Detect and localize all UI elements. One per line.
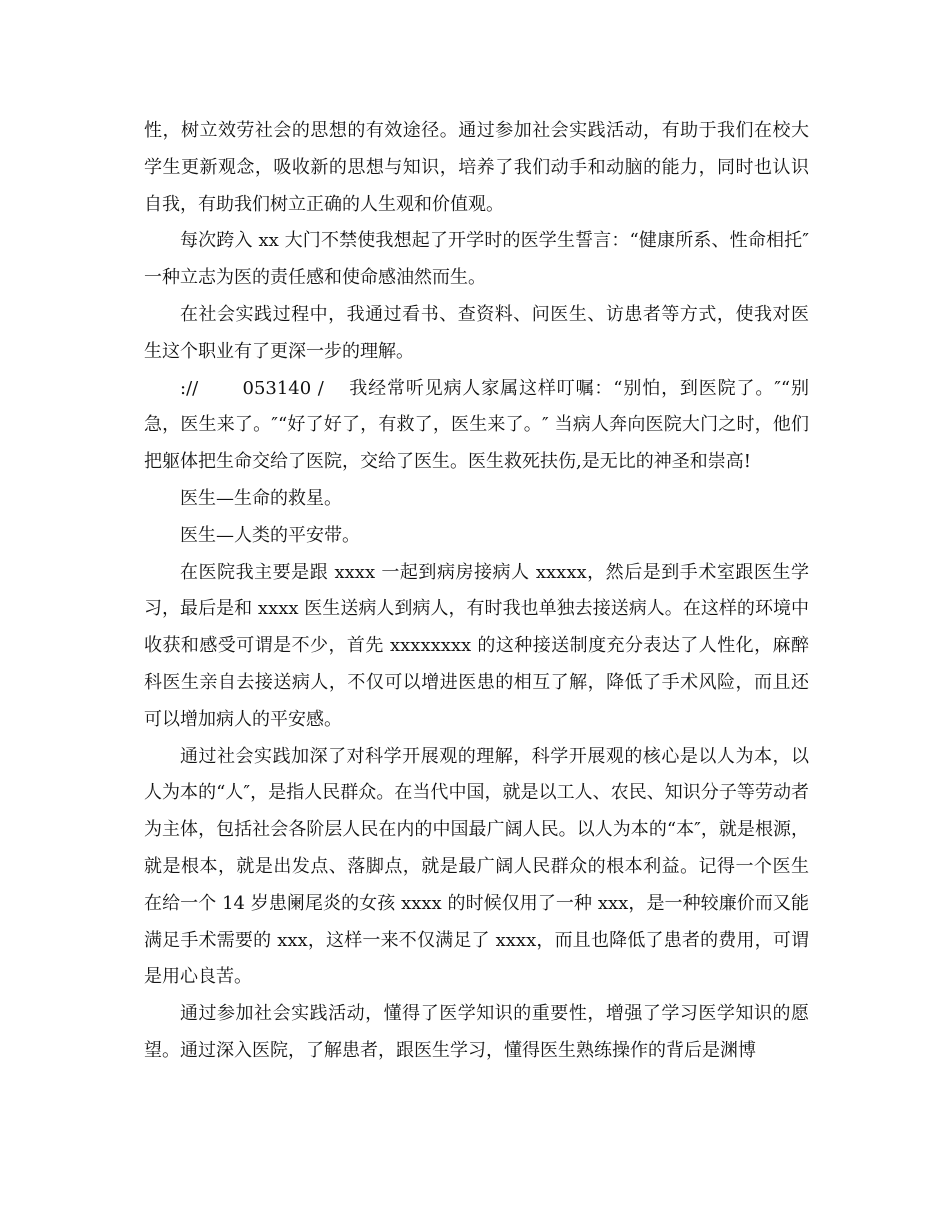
- paragraph-1: 性，树立效劳社会的思想的有效途径。通过参加社会实践活动，有助于我们在校大学生更新观念，吸收新的思想与知识，培养了我们动手和动脑的能力，同时也认识自我，有助我们树立正确的人生观和价值观。: [144, 120, 809, 215]
- paragraph-6: 医生—人类的平安带。: [180, 524, 360, 546]
- paragraph-3: 在社会实践过程中，我通过看书、查资料、问医生、访患者等方式，使我对医生这个职业有了更深一步的理解。: [144, 303, 809, 362]
- paragraph-9: 通过参加社会实践活动，懂得了医学知识的重要性，增强了学习医学知识的愿望。通过深入医院，了解患者，跟医生学习，懂得医生熟练操作的背后是渊博: [144, 1003, 809, 1061]
- paragraph-7: 在医院我主要是跟 xxxx 一起到病房接病人 xxxxx，然后是到手术室跟医生学习，最后是和 xxxx 医生送病人到病人，有时我也单独去接送病人。在这样的环境中收获和感受可谓是不少，首先 xxxxxxxx 的这种接送制度充分表达了人性化，麻醉科医生亲自去接送病人，不仅可以增进医患的相互了解，降低了手术风险，而且还可以增加病人的平安感。: [144, 561, 809, 730]
- paragraph-5: 医生—生命的救星。: [180, 487, 342, 509]
- paragraph-4: :// 053140 / 我经常听见病人家属这样叮嘱：“别怕，到医院了。″“别急，医生来了。″“好了好了，有救了，医生来了。″ 当病人奔向医院大门之时，他们把躯体把生命交给了医院，交给了医生。医生救死扶伤,是无比的神圣和崇高!: [144, 377, 809, 473]
- paragraph-2: 每次跨入 xx 大门不禁使我想起了开学时的医学生誓言：“健康所系、性命相托″一种立志为医的责任感和使命感油然而生。: [144, 230, 809, 289]
- paragraph-8: 通过社会实践加深了对科学开展观的理解，科学开展观的核心是以人为本，以人为本的“人″，是指人民群众。在当代中国，就是以工人、农民、知识分子等劳动者为主体，包括社会各阶层人民在内的中国最广阔人民。以人为本的“本″，就是根源，就是根本，就是出发点、落脚点，就是最广阔人民群众的根本利益。记得一个医生在给一个 14 岁患阑尾炎的女孩 xxxx 的时候仅用了一种 xxx，是一种较廉价而又能满足手术需要的 xxx，这样一来不仅满足了 xxxx，而且也降低了患者的费用，可谓是用心良苦。: [144, 745, 810, 988]
- document-body: [144, 113, 809, 1070]
